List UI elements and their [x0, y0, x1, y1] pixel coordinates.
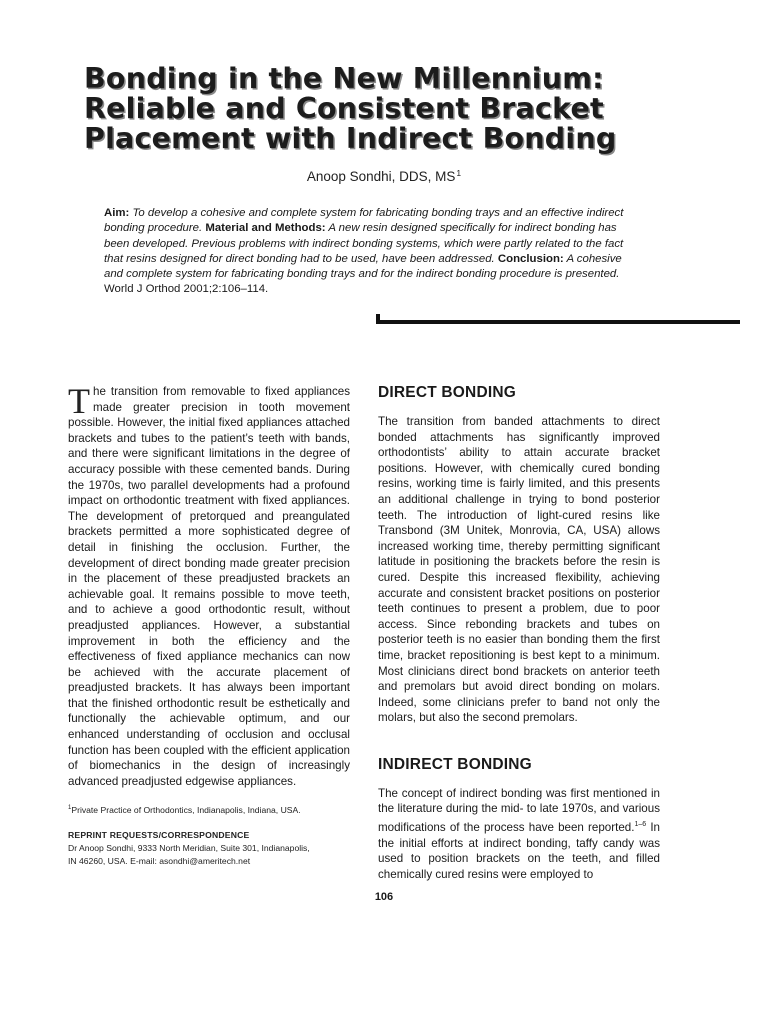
- abstract-methods-label: Material and Methods:: [205, 222, 326, 235]
- direct-bonding-heading: DIRECT BONDING: [378, 384, 516, 401]
- article-title: [84, 64, 704, 154]
- reprint-line-1: Dr Anoop Sondhi, 9333 North Meridian, Suite 301, Indianapolis,: [68, 843, 310, 853]
- affiliation-text: Private Practice of Orthodontics, Indianapolis, Indiana, USA.: [71, 805, 301, 815]
- direct-bonding-text: The transition from banded attachments to direct bonded attachments has significantly improved orthodontists’ ability to attain accurate bracket positions. However, with chemically cured bonding resins, working time is fairly limited, and this presents an additional challenge in trying to bond posterior teeth. The introduction of light-cured resins like Transbond (3M Unitek, Monrovia, CA, USA) allows increased working time, thereby permitting significant latitude in positioning the brackets before the resin is cured. Despite this increased flexibility, achieving accurate and consistent bracket positions on posterior teeth continues to present a problem, due to poor access. Since rebonding brackets and tubes on posterior teeth is no easier than bonding them the first time, bracket repositioning is best kept to a minimum. Most clinicians direct bond brackets on anterior teeth and premolars but avoid direct bonding on molars. Indeed, some clinicians prefer to band not only the molars, but also the second premolars.: [378, 415, 660, 725]
- title-line-2: Reliable and Consistent Bracket: [84, 92, 604, 125]
- section-divider: [376, 320, 740, 324]
- page-number: 106: [374, 891, 394, 903]
- right-column: [378, 384, 660, 882]
- reference-marker: 1–6: [634, 821, 647, 829]
- abstract-conclusion-label: Conclusion:: [497, 252, 564, 265]
- indirect-bonding-text-1: The concept of indirect bonding was first mentioned in the literature during the mid- to late 1970s, and various modifications of the process have been reported.: [378, 786, 660, 835]
- intro-paragraph: [68, 381, 350, 789]
- intro-column: [68, 381, 350, 789]
- title-line-3: Placement with Indirect Bonding: [84, 122, 617, 155]
- reprint-line-2: IN 46260, USA. E-mail: asondhi@ameritech.net: [68, 856, 251, 866]
- abstract-conclusion-text: A cohesive and complete system for fabricating bonding trays and for the indirect bonding procedure is presented.: [104, 252, 622, 281]
- abstract-aim-text: To develop a cohesive and complete system for fabricating bonding trays and an effective indirect bonding procedure.: [104, 207, 624, 235]
- affiliation-mark: 1: [68, 805, 72, 811]
- title-line-1: Bonding in the New Millennium:: [84, 62, 604, 95]
- indirect-bonding-text-2: In the initial efforts at indirect bonding, taffy candy was used to position brackets on the teeth, and filled chemically cured resins were employed to: [378, 821, 660, 881]
- drop-cap: T: [68, 381, 90, 421]
- reprint-heading: REPRINT REQUESTS/CORRESPONDENCE: [68, 830, 250, 840]
- intro-text: he transition from removable to fixed appliances made greater precision in tooth movement possible. However, the initial fixed appliances attached brackets and tubes to the patient’s teeth with bands, and there were significant limitations in the degree of accuracy possible with these cemented bands. During the 1970s, two parallel developments had a profound impact on orthodontic treatment with fixed appliances. The development of pretorqued and preangulated brackets permitted a more sophisticated degree of detail in finishing the occlusion. Further, the development of direct bonding made greater precision in the placement of these preadjusted brackets an achievable goal. It remains possible to move teeth, and to achieve a good orthodontic result, without preadjusted appliances. However, a substantial improvement in both the efficiency and the effectiveness of fixed appliance mechanics can now be achieved with the accurate placement of preadjusted brackets. It has always been important that the finished orthodontic result be esthetically and functionally the achievable optimum, and our enhanced understanding of occlusion and occlusal function has been coupled with the efficient application of biomechanics in the design of increasingly advanced preadjusted edgewise appliances.: [68, 385, 350, 788]
- footnotes: [68, 802, 358, 868]
- abstract-methods-text: A new resin designed specifically for indirect bonding has been developed. Previous problems with indirect bonding systems, which were partly related to the fact that resins designed for direct bonding had to be used, have been addressed.: [104, 222, 624, 265]
- author-name: Anoop Sondhi, DDS, MS: [306, 169, 456, 184]
- abstract-citation: World J Orthod 2001;2:106–114.: [104, 283, 269, 296]
- indirect-bonding-paragraph: [378, 786, 660, 883]
- author-affiliation-mark: 1: [456, 168, 462, 178]
- affiliation-footnote: [68, 802, 358, 817]
- indirect-bonding-heading: INDIRECT BONDING: [378, 755, 532, 773]
- abstract: [104, 206, 640, 298]
- abstract-aim-label: Aim:: [104, 207, 130, 219]
- author-line: [0, 168, 768, 184]
